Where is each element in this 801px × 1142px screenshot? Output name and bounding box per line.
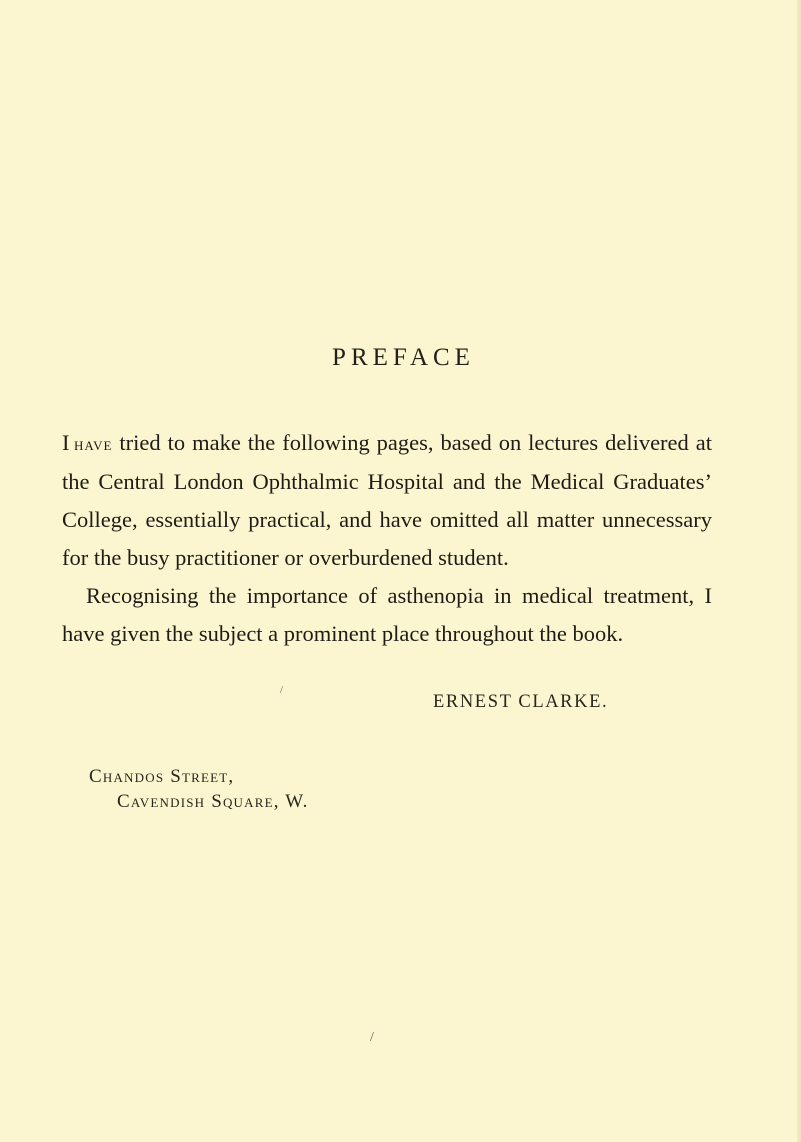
preface-body xyxy=(62,424,712,653)
author-signature: ERNEST CLARKE. xyxy=(433,692,609,712)
paragraph-first xyxy=(62,424,712,577)
address-line-2: Cavendish Square, W. xyxy=(117,791,309,812)
page-edge-shadow xyxy=(797,0,801,1142)
paragraph-first-text: tried to make the following pages, based on lectures delivered at the Central London Ophthalmic Hospital and the Medical Graduates’ College, essentially practical, and have omitted all matter unnecessary for the busy practitioner or overburdened student. xyxy=(62,430,712,570)
page-title: PREFACE xyxy=(332,344,475,371)
print-speck: / xyxy=(370,1030,374,1045)
address-line-1: Chandos Street, xyxy=(89,766,235,787)
paragraph-second: Recognising the importance of asthenopia in medical treatment, I have given the subject a prominent place throughout the book. xyxy=(62,583,712,646)
print-speck: / xyxy=(280,684,284,696)
drop-initial: I xyxy=(62,430,70,455)
small-caps-lead: have xyxy=(74,434,113,454)
